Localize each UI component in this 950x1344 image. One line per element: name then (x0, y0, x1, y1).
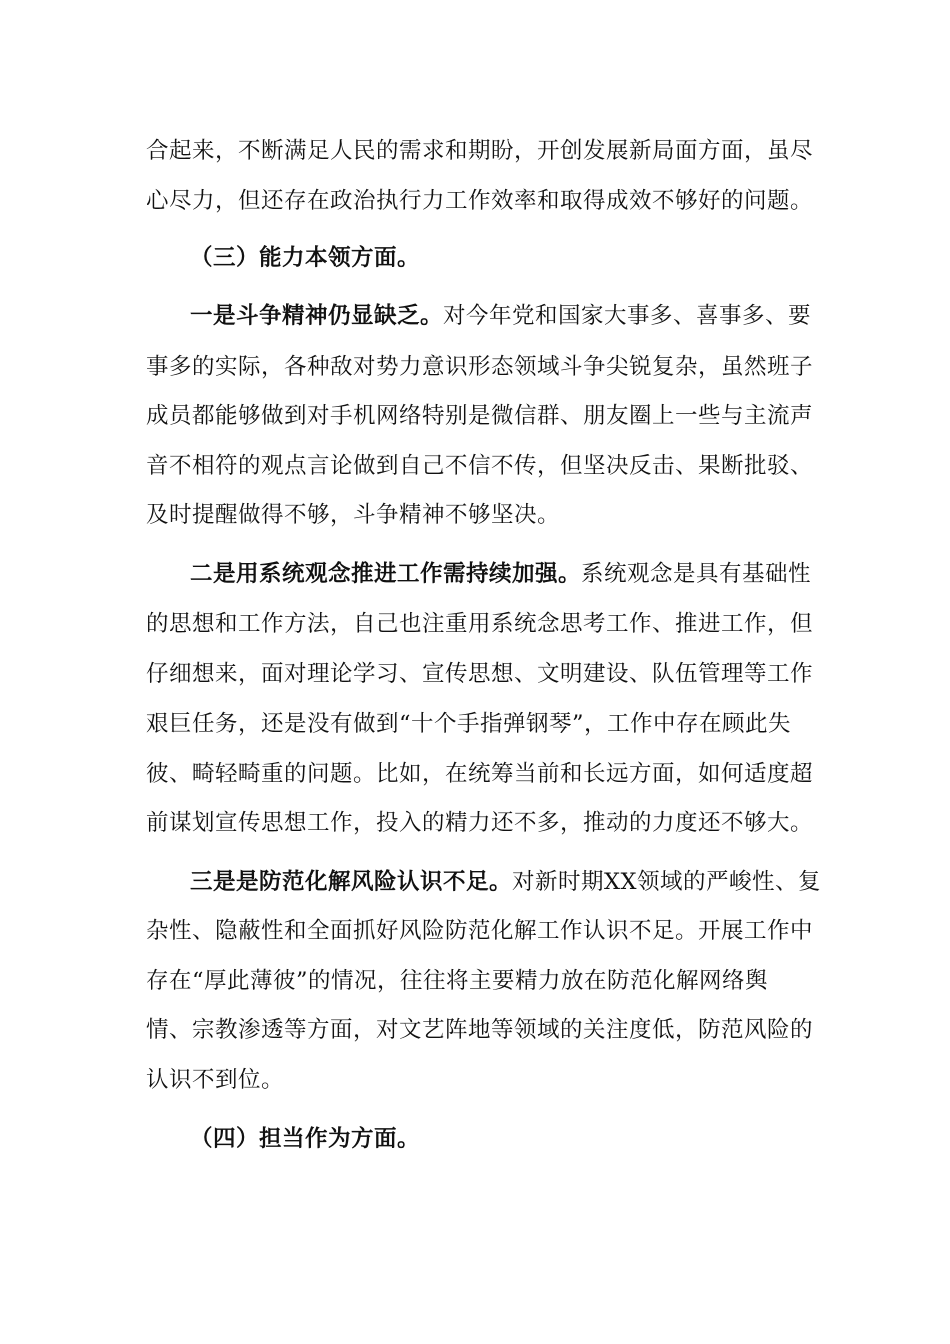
paragraph-4-line-1 (190, 867, 822, 897)
section-heading-3: （三）能力本领方面。 (190, 245, 421, 271)
paragraph-3-line-6: 前谋划宣传思想工作，投入的精力还不多，推动的力度还不够大。 (146, 810, 814, 836)
section-heading-4: （四）担当作为方面。 (190, 1126, 421, 1152)
paragraph-2-line-2: 事多的实际，各种敌对势力意识形态领域斗争尖锐复杂，虽然班子 (146, 354, 814, 380)
paragraph-4-lead: 三是是防范化解风险认识不足。 (190, 869, 513, 895)
paragraph-3-line-5: 彼、畸轻畸重的问题。比如，在统筹当前和长远方面，如何适度超 (146, 761, 814, 787)
paragraph-2-line-5: 及时提醒做得不够，斗争精神不够坚决。 (146, 502, 561, 528)
paragraph-4-line-4: 情、宗教渗透等方面，对文艺阵地等领域的关注度低，防范风险的 (146, 1017, 814, 1043)
paragraph-3-lead: 二是用系统观念推进工作需持续加强。 (190, 561, 582, 587)
paragraph-4-line-5: 认识不到位。 (146, 1067, 285, 1093)
paragraph-4-first-rest: 对新时期XX领域的严峻性、复 (512, 869, 822, 895)
paragraph-3-line-2: 的思想和工作方法，自己也注重用系统念思考工作、推进工作，但 (146, 611, 814, 637)
paragraph-2-line-4: 音不相符的观点言论做到自己不信不传，但坚决反击、果断批驳、 (146, 453, 814, 479)
paragraph-3-line-1 (190, 559, 812, 589)
paragraph-1-line-1: 合起来，不断满足人民的需求和期盼，开创发展新局面方面，虽尽 (146, 138, 814, 164)
paragraph-4-line-2: 杂性、隐蔽性和全面抓好风险防范化解工作认识不足。开展工作中 (146, 918, 814, 944)
paragraph-2-first-rest: 对今年党和国家大事多、喜事多、要 (443, 303, 812, 329)
paragraph-2-lead: 一是斗争精神仍显缺乏。 (190, 303, 444, 329)
paragraph-3-line-4: 艰巨任务，还是没有做到“十个手指弹钢琴”，工作中存在顾此失 (146, 711, 792, 737)
paragraph-2-line-1 (190, 301, 812, 331)
paragraph-4-line-3: 存在“厚此薄彼”的情况，往往将主要精力放在防范化解网络舆 (146, 968, 769, 994)
paragraph-3-line-3: 仔细想来，面对理论学习、宣传思想、文明建设、队伍管理等工作 (146, 661, 814, 687)
paragraph-1-line-2: 心尽力，但还存在政治执行力工作效率和取得成效不够好的问题。 (146, 188, 814, 214)
paragraph-3-first-rest: 系统观念是具有基础性 (581, 561, 812, 587)
paragraph-2-line-3: 成员都能够做到对手机网络特别是微信群、朋友圈上一些与主流声 (146, 403, 814, 429)
